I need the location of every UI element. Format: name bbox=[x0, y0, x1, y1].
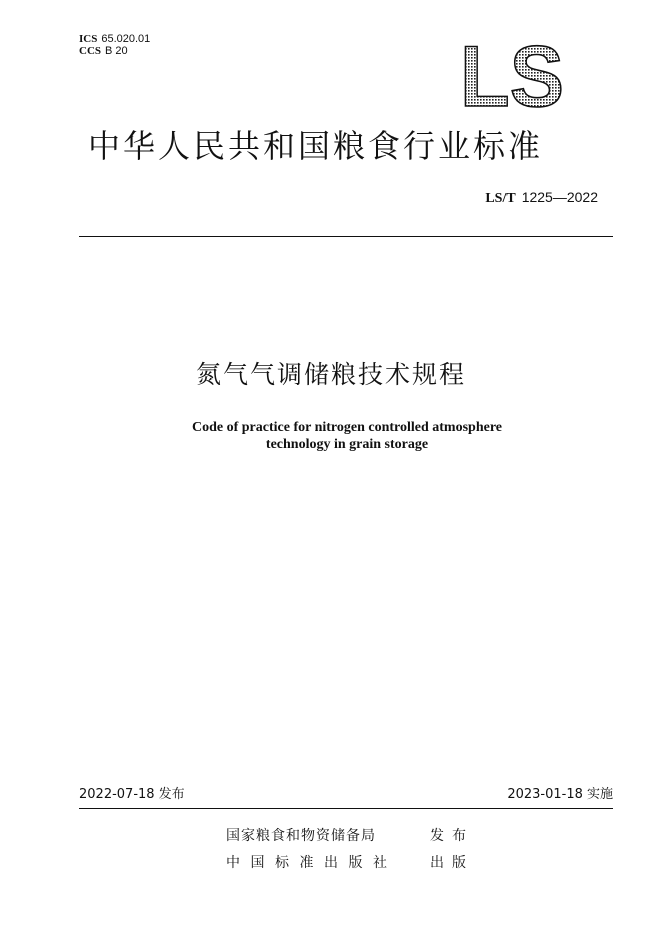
publisher-name: 中国标准出版社 bbox=[226, 855, 398, 871]
issuer-action: 发布 bbox=[430, 828, 474, 844]
standard-number bbox=[485, 188, 598, 208]
top-divider bbox=[79, 236, 613, 237]
standard-number-value: 1225—2022 bbox=[521, 189, 598, 205]
ls-logo bbox=[456, 36, 568, 112]
ics-value: 65.020.01 bbox=[101, 33, 151, 45]
ccs-classification bbox=[79, 45, 128, 57]
title-chinese: 氮气气调储粮技术规程 bbox=[195, 360, 466, 389]
ics-classification bbox=[79, 33, 150, 45]
ls-logo-text: LS bbox=[460, 36, 564, 112]
standard-code: LS/T bbox=[485, 191, 516, 206]
issuer-name: 国家粮食和物资储备局 bbox=[226, 828, 376, 844]
title-english-line-1: Code of practice for nitrogen controlled atmosphere bbox=[191, 420, 503, 435]
ccs-value: B 20 bbox=[105, 45, 128, 57]
standard-body-title: 中华人民共和国粮食行业标准 bbox=[88, 127, 544, 165]
publisher-action: 出版 bbox=[430, 855, 474, 871]
issue-date: 2022-07-18 发布 bbox=[79, 787, 185, 802]
ics-label: ICS bbox=[79, 33, 98, 45]
bottom-divider bbox=[79, 808, 613, 809]
ccs-label: CCS bbox=[79, 45, 102, 57]
implementation-date: 2023-01-18 实施 bbox=[507, 787, 613, 802]
title-english-line-2: technology in grain storage bbox=[265, 437, 429, 452]
